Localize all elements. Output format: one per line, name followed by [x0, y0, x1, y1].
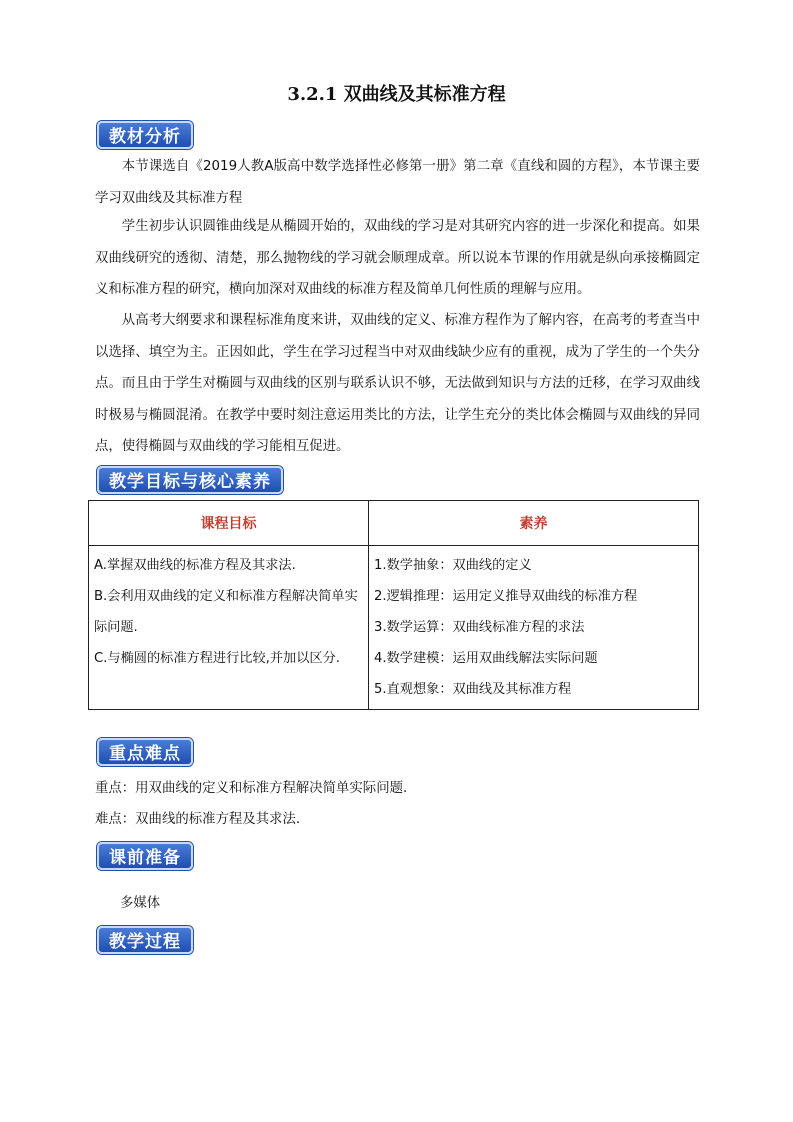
goals-literacy-cell: [369, 546, 699, 710]
analysis-paragraph-3: 从高考大纲要求和课程标准角度来讲，双曲线的定义、标准方程作为了解内容，在高考的考查当中以选择、填空为主。正因如此，学生在学习过程当中对双曲线缺少应有的重视，成为了学生的一个失分点。而且由于学生对椭圆与双曲线的区别与联系认识不够，无法做到知识与方法的迁移，在学习双曲线时极易与椭圆混淆。在教学中要时刻注意运用类比的方法，让学生充分的类比体会椭圆与双曲线的异同点，使得椭圆与双曲线的学习能相互促进。: [95, 313, 700, 454]
section-badge-process: 教学过程: [97, 926, 193, 954]
key-point-text: 重点：用双曲线的定义和标准方程解决简单实际问题.: [95, 781, 408, 796]
course-goal-item: C.与椭圆的标准方程进行比较,并加以区分.: [94, 651, 340, 666]
course-goal-item: A.掌握双曲线的标准方程及其求法.: [94, 558, 296, 573]
literacy-item: 2.逻辑推理：运用定义推导双曲线的标准方程: [374, 589, 638, 604]
goals-table-row: [89, 546, 699, 710]
section-badge-goals: 教学目标与核心素养: [97, 466, 283, 494]
literacy-item: 1.数学抽象：双曲线的定义: [374, 558, 532, 573]
goals-table: [88, 500, 699, 710]
prep-text: 多媒体: [120, 896, 161, 911]
goals-header-literacy: 素养: [369, 501, 699, 546]
literacy-item: 4.数学建模：运用双曲线解法实际问题: [374, 651, 598, 666]
analysis-paragraph-2: 学生初步认识圆锥曲线是从椭圆开始的，双曲线的学习是对其研究内容的进一步深化和提高。如果双曲线研究的透彻、清楚，那么抛物线的学习就会顺理成章。所以说本节课的作用就是纵向承接椭圆定义和标准方程的研究，横向加深对双曲线的标准方程及简单几何性质的理解与应用。: [95, 219, 700, 297]
analysis-paragraph-1: 本节课选自《2019人教A版高中数学选择性必修第一册》第二章《直线和圆的方程》，本节课主要学习双曲线及其标准方程: [95, 159, 700, 206]
document-title: 3.2.1 双曲线及其标准方程: [287, 84, 506, 105]
goals-course-cell: [89, 546, 369, 710]
section-badge-prep: 课前准备: [97, 842, 193, 870]
difficult-point-text: 难点：双曲线的标准方程及其求法.: [95, 812, 301, 827]
section-badge-keypoints: 重点难点: [97, 738, 193, 766]
literacy-item: 5.直观想象：双曲线及其标准方程: [374, 682, 572, 697]
literacy-item: 3.数学运算：双曲线标准方程的求法: [374, 620, 585, 635]
goals-table-header-row: [89, 501, 699, 546]
section-badge-analysis: 教材分析: [97, 121, 193, 149]
goals-header-course: 课程目标: [89, 501, 369, 546]
course-goal-item: B.会利用双曲线的定义和标准方程解决简单实际问题.: [94, 589, 358, 635]
